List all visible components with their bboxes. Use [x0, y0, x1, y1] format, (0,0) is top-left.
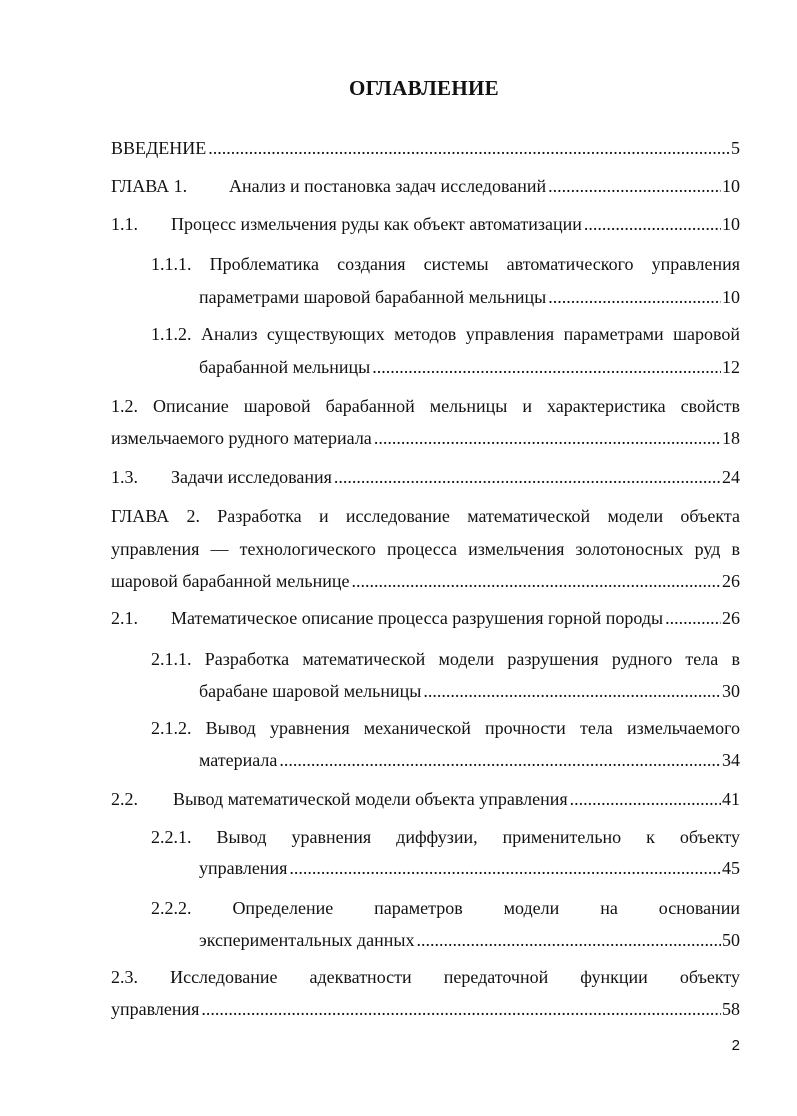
toc-leader-dots	[374, 427, 721, 449]
toc-leader-dots	[584, 213, 721, 235]
toc-leader-dots	[201, 998, 721, 1020]
toc-text: барабане шаровой мельницы	[199, 681, 422, 701]
toc-entry-2-2-2-line1[interactable]	[151, 897, 740, 919]
toc-entry-2-1-2-line2[interactable]	[199, 749, 740, 771]
toc-entry-2-3-line2[interactable]	[111, 998, 740, 1020]
toc-text: экспериментальных данных	[199, 930, 415, 950]
toc-text: Анализ существующих методов управления параметрами шаровой	[200, 324, 741, 344]
toc-text: Задачи исследования	[171, 467, 332, 487]
toc-text: барабанной мельницы	[199, 357, 371, 377]
toc-number: ГЛАВА 1.	[111, 176, 188, 196]
toc-text: управления	[199, 858, 288, 878]
toc-page: 12	[722, 357, 740, 377]
toc-number: 2.2.1.	[151, 827, 192, 847]
toc-page: 5	[731, 138, 740, 158]
toc-number: 1.3.	[111, 467, 138, 487]
toc-entry-1-2-line1[interactable]	[111, 395, 740, 417]
toc-leader-dots	[372, 356, 721, 378]
toc-entry-2-3-line1[interactable]	[111, 966, 740, 988]
toc-text: Анализ и постановка задач исследований	[229, 176, 547, 196]
toc-number: 1.1.	[111, 214, 138, 234]
toc-text: материала	[199, 750, 278, 770]
toc-text: параметрами шаровой барабанной мельницы	[199, 287, 547, 307]
toc-page: 10	[722, 287, 740, 307]
toc-text: Математическое описание процесса разрушения горной породы	[171, 608, 664, 628]
page-number: 2	[731, 1037, 740, 1054]
page-title: ОГЛАВЛЕНИЕ	[349, 76, 499, 100]
toc-entry-chapter-2-line1[interactable]	[111, 505, 740, 527]
toc-page: 18	[722, 428, 740, 448]
toc-leader-dots	[665, 607, 721, 629]
toc-entry-2-1-1-line1[interactable]	[151, 648, 740, 670]
toc-leader-dots	[548, 175, 721, 197]
toc-page: 26	[722, 608, 740, 628]
toc-leader-dots	[548, 286, 721, 308]
toc-number: 2.3.	[111, 967, 138, 987]
toc-number: 1.2.	[111, 396, 138, 416]
toc-text: Вывод математической модели объекта управления	[173, 789, 568, 809]
toc-page: 24	[722, 467, 740, 487]
toc-text: шаровой барабанной мельнице	[111, 571, 350, 591]
toc-page: 34	[722, 750, 740, 770]
toc-text: управления	[111, 999, 200, 1019]
toc-leader-dots	[279, 749, 721, 771]
toc-number: 2.1.1.	[151, 649, 192, 669]
toc-text: Разработка математической модели разрушения рудного тела в	[204, 649, 740, 669]
toc-number: ГЛАВА 2.	[111, 506, 200, 526]
toc-page: 26	[722, 571, 740, 591]
toc-entry-chapter-2-line3[interactable]	[111, 570, 740, 592]
toc-text: ВВЕДЕНИЕ	[111, 138, 207, 158]
toc-entry-2-2-1-line1[interactable]	[151, 826, 740, 848]
toc-entry-1-2-line2[interactable]	[111, 427, 740, 449]
toc-text: измельчаемого рудного материала	[111, 428, 372, 448]
toc-entry-2-1-1-line2[interactable]	[199, 680, 740, 702]
toc-entry-chapter-1[interactable]	[111, 175, 740, 197]
toc-number: 1.1.1.	[151, 254, 192, 274]
toc-text: Определение параметров модели на основании	[232, 898, 740, 918]
toc-entry-1-1-2-line2[interactable]	[199, 356, 740, 378]
toc-leader-dots	[334, 466, 721, 488]
toc-text: Описание шаровой барабанной мельницы и характеристика свойств	[153, 396, 740, 416]
toc-entry-1-1-1-line1[interactable]	[151, 253, 740, 275]
toc-entry-2-1-2-line1[interactable]	[151, 717, 740, 739]
toc-page: 30	[722, 681, 740, 701]
toc-number: 2.1.2.	[151, 718, 192, 738]
toc-leader-dots	[352, 570, 722, 592]
toc-entry-2-2-2-line2[interactable]	[199, 929, 740, 951]
toc-entry-chapter-2-line2[interactable]	[111, 538, 740, 560]
toc-page: 50	[722, 930, 740, 950]
toc-text: Вывод уравнения механической прочности тела измельчаемого	[205, 718, 741, 738]
toc-page: 10	[722, 176, 740, 196]
toc-text: управления — технологического процесса измельчения золотоносных руд в	[111, 539, 740, 559]
toc-entry-1-3[interactable]	[111, 466, 740, 488]
toc-leader-dots	[416, 929, 721, 951]
toc-leader-dots	[423, 680, 721, 702]
toc-text: Вывод уравнения диффузии, применительно к объекту	[216, 827, 740, 847]
toc-page: 58	[722, 999, 740, 1019]
toc-page: 41	[722, 789, 740, 809]
toc-text: Разработка и исследование математической модели объекта	[217, 506, 740, 526]
toc-entry-1-1-1-line2[interactable]	[199, 286, 740, 308]
toc-leader-dots	[289, 857, 721, 879]
toc-page: 10	[722, 214, 740, 234]
toc-leader-dots	[208, 137, 730, 159]
toc-number: 2.1.	[111, 608, 138, 628]
toc-entry-2-2-1-line2[interactable]	[199, 857, 740, 879]
toc-text: Проблематика создания системы автоматического управления	[209, 254, 740, 274]
toc-text: Исследование адекватности передаточной функции объекту	[170, 967, 741, 987]
toc-entry-1-1[interactable]	[111, 213, 740, 235]
toc-number: 2.2.2.	[151, 898, 192, 918]
toc-entry-1-1-2-line1[interactable]	[151, 323, 740, 345]
toc-number: 2.2.	[111, 789, 138, 809]
toc-entry-introduction[interactable]	[111, 137, 740, 159]
toc-page: 45	[722, 858, 740, 878]
toc-text: Процесс измельчения руды как объект автоматизации	[171, 214, 582, 234]
toc-entry-2-2[interactable]	[111, 788, 740, 810]
toc-number: 1.1.2.	[151, 324, 192, 344]
toc-leader-dots	[570, 788, 721, 810]
toc-entry-2-1[interactable]	[111, 607, 740, 629]
